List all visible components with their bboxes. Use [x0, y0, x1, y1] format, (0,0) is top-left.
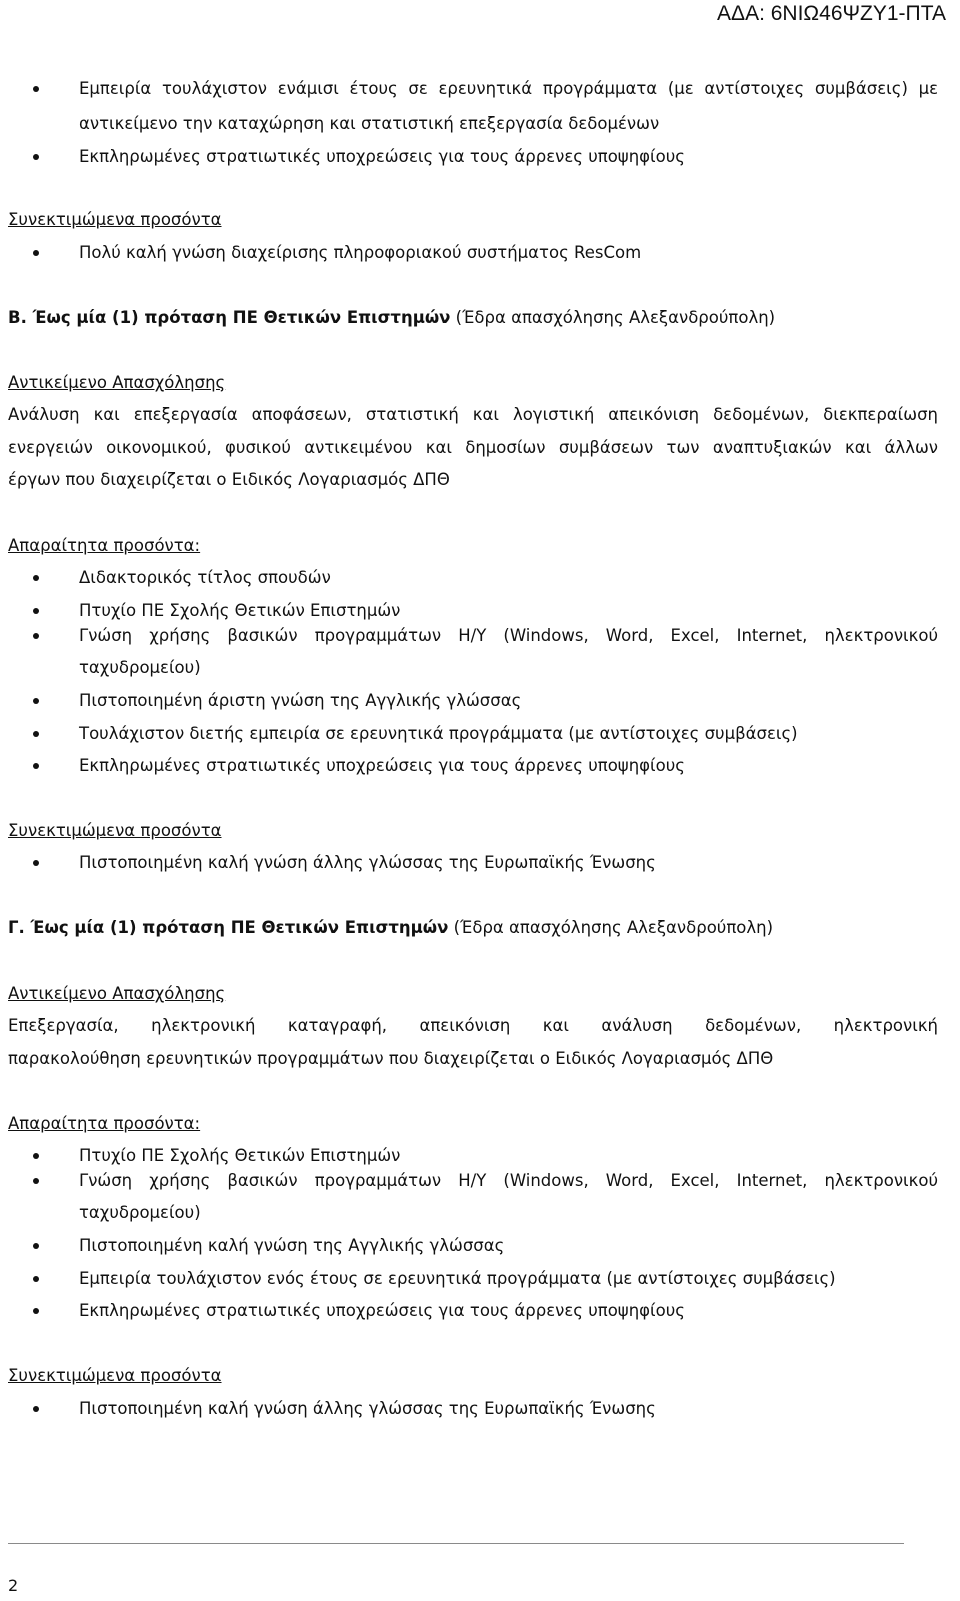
- object-text-line: Ανάλυση και επεξεργασία αποφάσεων, στατιστική και λογιστική απεικόνιση δεδομένων, διεκπεραίωση: [8, 405, 938, 424]
- object-heading: Αντικείμενο Απασχόλησης: [8, 984, 226, 1003]
- object-text-line: παρακολούθηση ερευνητικών προγραμμάτων που διαχειρίζεται ο Ειδικός Λογαριασμός ΔΠΘ: [8, 1049, 774, 1068]
- required-qualifications-heading: Απαραίτητα προσόντα:: [8, 1114, 201, 1133]
- list-item: Πτυχίο ΠΕ Σχολής Θετικών Επιστημών: [79, 601, 401, 620]
- list-item-continuation: ταχυδρομείου): [79, 1203, 201, 1222]
- list-item: Πολύ καλή γνώση διαχείρισης πληροφοριακού συστήματος ResCom: [79, 243, 642, 262]
- list-item: Γνώση χρήσης βασικών προγραμμάτων Η/Υ (Windows, Word, Excel, Internet, ηλεκτρονικού: [79, 626, 938, 645]
- footer-divider: [8, 1543, 904, 1544]
- object-heading: Αντικείμενο Απασχόλησης: [8, 373, 226, 392]
- weighted-qualifications-heading: Συνεκτιμώμενα προσόντα: [8, 210, 222, 229]
- object-text-line: ενεργειών οικονομικού, φυσικού αντικειμένου και δημοσίων συμβάσεων των αναπτυξιακών και άλλων: [8, 438, 938, 457]
- list-item: Πιστοποιημένη καλή γνώση της Αγγλικής γλώσσας: [79, 1236, 505, 1255]
- object-text-line: έργων που διαχειρίζεται ο Ειδικός Λογαριασμός ΔΠΘ: [8, 470, 450, 489]
- list-item: Πιστοποιημένη καλή γνώση άλλης γλώσσας της Ευρωπαϊκής Ένωσης: [79, 853, 656, 872]
- object-text-line: Επεξεργασία, ηλεκτρονική καταγραφή, απεικόνιση και ανάλυση δεδομένων, ηλεκτρονική: [8, 1016, 938, 1035]
- ada-code: ΑΔΑ: 6ΝΙΩ46ΨΖΥ1-ΠΤΑ: [717, 2, 946, 25]
- list-item-continuation: ταχυδρομείου): [79, 658, 201, 677]
- weighted-qualifications-heading: Συνεκτιμώμενα προσόντα: [8, 821, 222, 840]
- list-item: Πιστοποιημένη καλή γνώση άλλης γλώσσας της Ευρωπαϊκής Ένωσης: [79, 1399, 656, 1418]
- section-c-title-rest: (Έδρα απασχόλησης Αλεξανδρούπολη): [448, 918, 774, 937]
- section-c-title: [8, 917, 773, 939]
- list-item-continuation: αντικείμενο την καταχώρηση και στατιστική επεξεργασία δεδομένων: [79, 114, 660, 133]
- required-qualifications-heading: Απαραίτητα προσόντα:: [8, 536, 201, 555]
- list-item: Εμπειρία τουλάχιστον ενός έτους σε ερευνητικά προγράμματα (με αντίστοιχες συμβάσεις): [79, 1269, 836, 1288]
- list-item: Εκπληρωμένες στρατιωτικές υποχρεώσεις για τους άρρενες υποψηφίους: [79, 1301, 685, 1320]
- section-b-title-bold: Β. Έως μία (1) πρόταση ΠΕ Θετικών Επιστημών: [8, 308, 451, 327]
- list-item: Γνώση χρήσης βασικών προγραμμάτων Η/Υ (Windows, Word, Excel, Internet, ηλεκτρονικού: [79, 1171, 938, 1190]
- section-b-title-rest: (Έδρα απασχόλησης Αλεξανδρούπολη): [450, 308, 776, 327]
- section-c-title-bold: Γ. Έως μία (1) πρόταση ΠΕ Θετικών Επιστημών: [8, 918, 449, 937]
- weighted-qualifications-heading: Συνεκτιμώμενα προσόντα: [8, 1366, 222, 1385]
- list-item: Εκπληρωμένες στρατιωτικές υποχρεώσεις για τους άρρενες υποψηφίους: [79, 147, 685, 166]
- list-item: Διδακτορικός τίτλος σπουδών: [79, 568, 331, 587]
- list-item: Πτυχίο ΠΕ Σχολής Θετικών Επιστημών: [79, 1146, 401, 1165]
- section-b-title: [8, 307, 775, 329]
- page-number: 2: [8, 1576, 19, 1595]
- list-item: Εκπληρωμένες στρατιωτικές υποχρεώσεις για τους άρρενες υποψηφίους: [79, 756, 685, 775]
- list-item: Εμπειρία τουλάχιστον ενάμισι έτους σε ερευνητικά προγράμματα (με αντίστοιχες συμβάσεις) με: [79, 79, 938, 98]
- list-item: Τουλάχιστον διετής εμπειρία σε ερευνητικά προγράμματα (με αντίστοιχες συμβάσεις): [79, 724, 798, 743]
- list-item: Πιστοποιημένη άριστη γνώση της Αγγλικής γλώσσας: [79, 691, 522, 710]
